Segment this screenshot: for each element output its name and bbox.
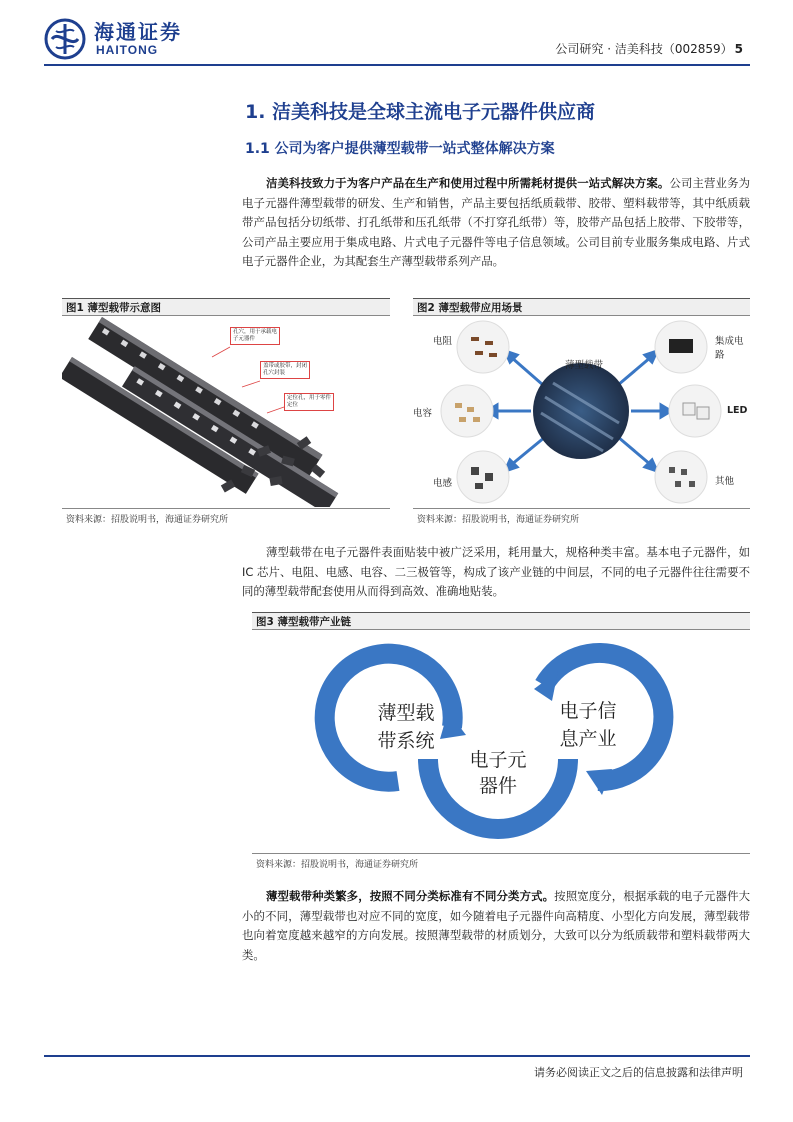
fig2-center-label: 薄型载带	[565, 360, 604, 371]
fig1-bottom-rule	[62, 508, 390, 509]
fig1-title: 图1 薄型载带示意图	[62, 298, 390, 316]
fig3-bottom-rule	[252, 853, 750, 854]
fig3-title: 图3 薄型载带产业链	[252, 612, 750, 630]
fig3-left-line1: 薄型载	[377, 702, 435, 724]
header-report-info	[555, 40, 743, 57]
logo-english: HAITONG	[96, 43, 159, 57]
fig1-source: 资料来源：招股说明书，海通证券研究所	[66, 515, 229, 525]
fig3-node-electronic-components	[462, 747, 534, 799]
fig2-diagram	[413, 317, 750, 507]
body-paragraph-3	[242, 887, 750, 965]
haitong-logo	[44, 16, 194, 62]
logo-chinese: 海通证券	[94, 20, 182, 44]
fig2-node-resistor: 电阻	[433, 336, 453, 347]
fig2-node-inductor: 电感	[433, 478, 453, 489]
fig3-center-line1: 电子元	[469, 749, 527, 771]
carrier-tape-illustration	[62, 317, 390, 507]
fig1-annotation-cavity: 孔穴，用于承载电子元器件	[230, 327, 280, 345]
body-paragraph-2: 薄型载带在电子元器件表面贴装中被广泛采用，耗用量大，规格种类丰富。基本电子元器件，如IC 芯片、电阻、电感、电容、二三极管等，构成了该产业链的中间层，不同的电子元器件往往需要不同的薄型载带配套使用从而得到高效、准确地贴装。	[242, 545, 750, 599]
industry-chain-cycle-diagram	[252, 631, 750, 851]
fig2-node-ic: 集成电路	[715, 336, 744, 361]
haitong-logo-icon	[44, 18, 86, 60]
subsection-heading: 1.1 公司为客户提供薄型载带一站式整体解决方案	[245, 141, 555, 157]
fig2-node-capacitor: 电容	[413, 408, 433, 419]
fig3-source: 资料来源：招股说明书，海通证券研究所	[256, 860, 419, 870]
fig3-node-carrier-tape-system	[370, 699, 442, 755]
page-number: 5	[734, 42, 743, 56]
footer-divider	[44, 1055, 750, 1057]
fig2-node-led: LED	[727, 405, 748, 416]
fig2-node-other: 其他	[715, 476, 735, 487]
fig1-annotation-sprocket-hole: 定位孔，用于零件定位	[284, 393, 334, 411]
fig3-right-line2: 息产业	[559, 728, 617, 750]
fig3-diagram	[252, 631, 750, 851]
application-scenario-diagram	[413, 317, 750, 507]
fig2-bottom-rule	[413, 508, 750, 509]
intro-body: 公司主营业务为电子元器件薄型载带的研发、生产和销售，产品主要包括纸质载带、胶带、塑料载带等，其中纸质载带产品包括分切纸带、打孔纸带和压孔纸带（不打穿孔纸带）等，胶带产品包括上胶带、下胶带等，公司产品主要应用于集成电路、片式电子元器件等电子信息领域。公司目前专业服务集成电路、片式电子元器件企业，为其配套生产薄型载带系列产品。	[242, 176, 750, 269]
report-label: 公司研究 · 洁美科技（002859）	[555, 42, 733, 56]
fig1-annotation-cover-tape: 盖带或胶带，封闭孔穴封装	[260, 361, 310, 379]
section-heading: 1. 洁美科技是全球主流电子元器件供应商	[245, 101, 596, 123]
footer-disclaimer: 请务必阅读正文之后的信息披露和法律声明	[534, 1066, 743, 1079]
intro-bold-lead: 洁美科技致力于为客户产品在生产和使用过程中所需耗材提供一站式解决方案。	[266, 176, 670, 190]
fig2-title: 图2 薄型载带应用场景	[413, 298, 750, 316]
fig3-center-line2: 器件	[478, 775, 517, 797]
para3-body: 按照宽度分，根据承载的电子元器件大小的不同，薄型载带也对应不同的宽度，如今随着电子元器件向高精度、小型化方向发展，薄型载带也向着宽度越来越窄的方向发展。按照薄型载带的材质划分，大致可以分为纸质载带和塑料载带两大类。	[242, 889, 750, 962]
intro-paragraph	[242, 174, 750, 272]
fig3-right-line1: 电子信	[559, 700, 617, 722]
para3-bold-lead: 薄型载带种类繁多，按照不同分类标准有不同分类方式。	[266, 889, 555, 903]
fig3-left-line2: 带系统	[377, 730, 435, 752]
fig3-node-electronic-info-industry	[552, 697, 624, 753]
fig2-source: 资料来源：招股说明书，海通证券研究所	[417, 515, 580, 525]
header-divider	[44, 64, 750, 66]
fig1-image	[62, 317, 390, 507]
